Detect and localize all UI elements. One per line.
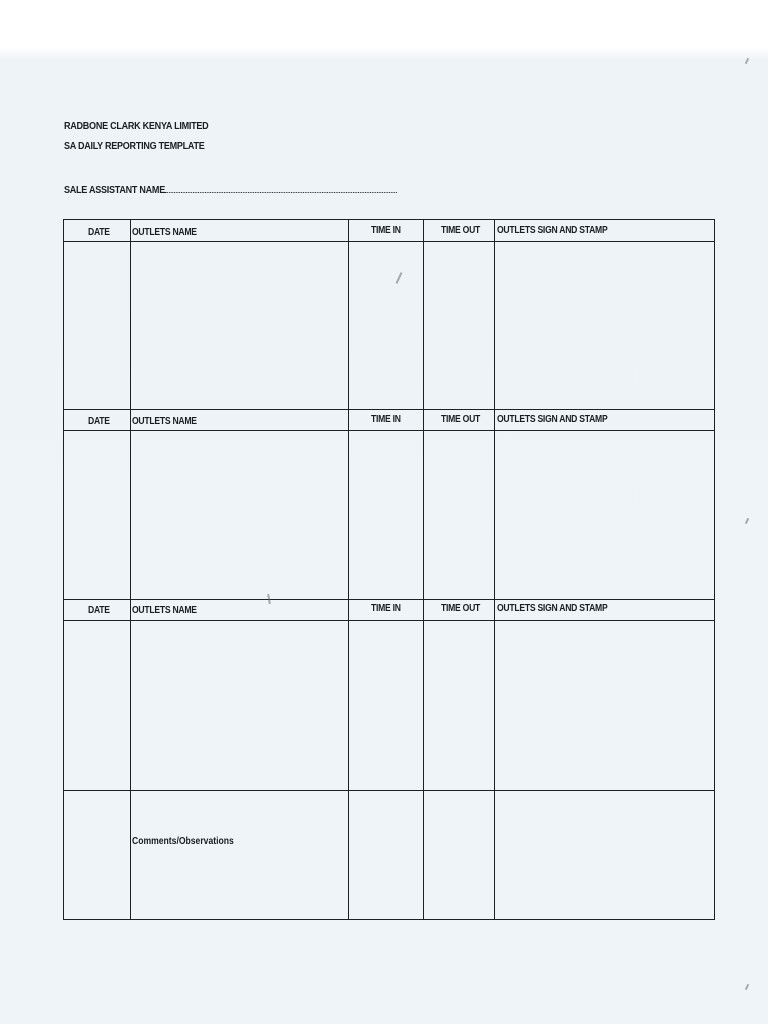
section-2-outlets-name-header: OUTLETS NAME [132,416,197,427]
section-2-date-header: DATE [88,416,110,427]
section-3-header-divider [64,620,714,621]
sale-assistant-line [64,184,397,196]
section-2-time-in-header: TIME IN [371,414,401,425]
comments-observations-label: Comments/Observations [132,836,234,847]
section-2-time-out-header: TIME OUT [441,414,481,425]
section-1-header-divider [64,241,714,242]
sale-assistant-name-blank[interactable] [165,184,397,193]
section-3-top-border [64,599,714,600]
section-1-time-out-header: TIME OUT [441,225,481,236]
section-2-sign-stamp-header: OUTLETS SIGN AND STAMP [497,414,608,425]
report-table [63,219,715,920]
scan-speck [745,58,749,64]
date-column-divider [130,220,131,919]
section-3-time-in-header: TIME IN [371,603,401,614]
section-3-time-out-header: TIME OUT [441,603,481,614]
time-in-column-divider [423,220,424,919]
section-3-date-header: DATE [88,605,110,616]
time-out-column-divider [494,220,495,919]
section-3-outlets-name-header: OUTLETS NAME [132,605,197,616]
section-1-outlets-name-header: OUTLETS NAME [132,227,197,238]
outlets-name-column-divider [348,220,349,919]
company-name: RADBONE CLARK KENYA LIMITED [64,120,209,132]
section-1-date-header: DATE [88,227,110,238]
scan-speck [745,984,749,990]
section-3-sign-stamp-header: OUTLETS SIGN AND STAMP [497,603,608,614]
scan-speck [745,518,749,524]
section-1-time-in-header: TIME IN [371,225,401,236]
section-2-top-border [64,409,714,410]
comments-top-border [64,790,714,791]
section-1-sign-stamp-header: OUTLETS SIGN AND STAMP [497,225,608,236]
sale-assistant-label: SALE ASSISTANT NAME [64,184,165,196]
template-title: SA DAILY REPORTING TEMPLATE [64,140,205,152]
section-2-header-divider [64,430,714,431]
